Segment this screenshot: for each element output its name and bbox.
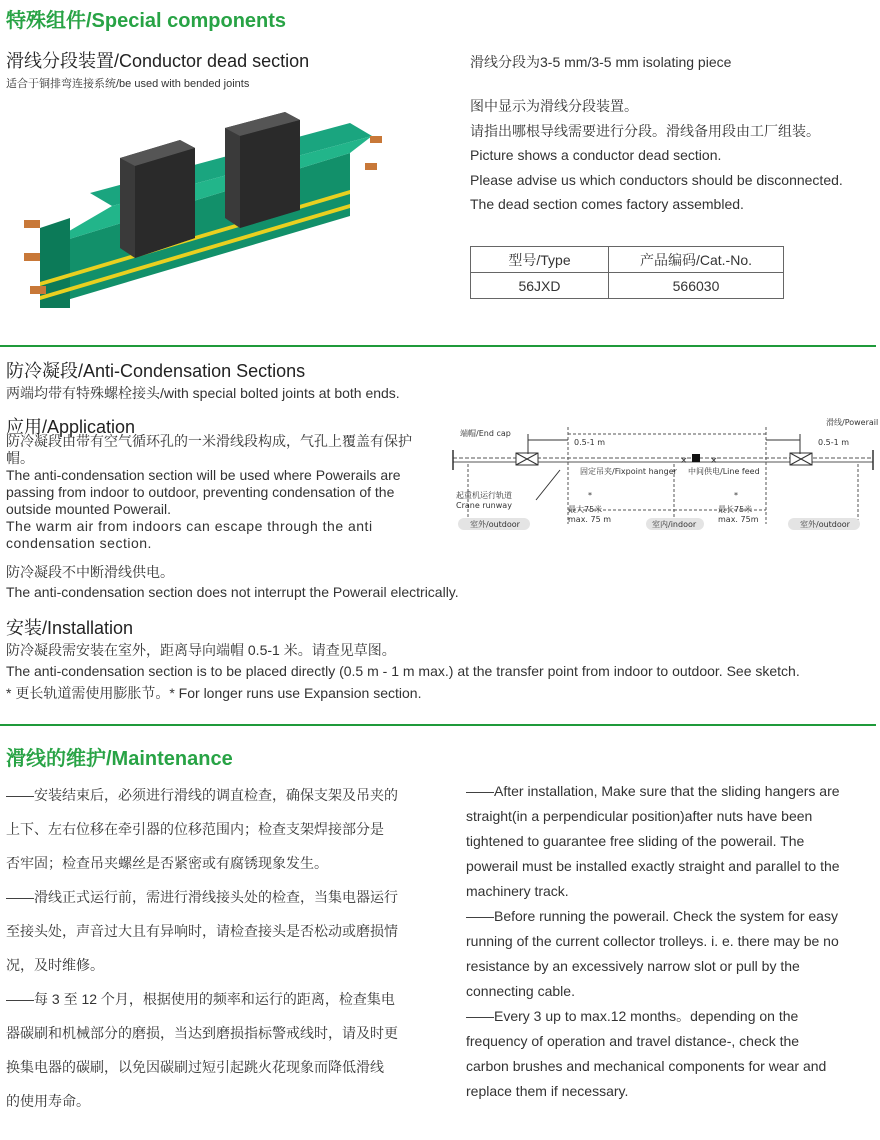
maintenance-cn-line: ——滑线正式运行前，需进行滑线接头处的检查，当集电器运行 bbox=[6, 889, 398, 905]
maintenance-cn-line: 否牢固；检查吊夹螺丝是否紧密或有腐锈现象发生。 bbox=[6, 855, 328, 871]
maintenance-en-text bbox=[466, 779, 878, 1104]
dead-section-heading: 滑线分段装置/Conductor dead section bbox=[6, 51, 310, 71]
maintenance-en-line: straight(in a perpendicular position)after nuts have been bbox=[466, 808, 813, 824]
maintenance-cn-line: 器碳刷和机械部分的磨损，当达到磨损指标警戒线时，请及时更 bbox=[6, 1025, 398, 1041]
label-fixpoint: 固定吊夹/Fixpoint hanger bbox=[580, 467, 677, 476]
maintenance-en-line: replace them if necessary. bbox=[466, 1083, 629, 1099]
maintenance-en-line: frequency of operation and travel distance-, check the bbox=[466, 1033, 800, 1049]
application-p1: 防冷凝段由带有空气循环孔的一米滑线段构成，气孔上覆盖有保护帽。 bbox=[6, 433, 412, 466]
dead-section-description bbox=[470, 94, 870, 217]
label-outdoor-right: 室外/outdoor bbox=[800, 520, 850, 529]
maintenance-en-line: machinery track. bbox=[466, 883, 569, 899]
label-crane-en: Crane runway bbox=[456, 501, 512, 510]
description-line: The dead section comes factory assembled. bbox=[470, 196, 744, 212]
label-line-feed: 中间供电/Line feed bbox=[688, 467, 760, 476]
maintenance-cn-line: 换集电器的碳刷，以免因碳刷过短引起跳火花现象而降低滑线 bbox=[6, 1059, 384, 1075]
application-text bbox=[6, 433, 426, 552]
maintenance-cn-line: 至接头处，声音过大且有异响时，请检查接头是否松动或磨损情 bbox=[6, 923, 398, 939]
label-star-right: * bbox=[734, 491, 738, 500]
installation-p2: The anti-condensation section is to be placed directly (0.5 m - 1 m max.) at the transfer point from indoor to outdoor. See sketch. bbox=[6, 663, 800, 679]
description-line: Please advise us which conductors should be disconnected. bbox=[470, 171, 843, 188]
label-max-right-en: max. 75m bbox=[718, 515, 759, 524]
label-powerail: 滑线/Powerail bbox=[826, 418, 878, 427]
divider bbox=[0, 724, 876, 726]
maintenance-en-line: tightened to guarantee free sliding of the powerail. The bbox=[466, 833, 805, 849]
label-crane-cn: 起重机运行轨道 bbox=[456, 491, 512, 500]
anti-condensation-subheading: 两端均带有特殊螺栓接头/with special bolted joints at both ends. bbox=[6, 385, 400, 401]
maintenance-cn-line: 上下、左右位移在牵引器的位移范围内；检查支架焊接部分是 bbox=[6, 821, 384, 837]
label-indoor: 室内/indoor bbox=[652, 520, 697, 529]
description-line: 图中显示为滑线分段装置。 bbox=[470, 98, 638, 114]
label-end-cap: 端帽/End cap bbox=[460, 429, 511, 438]
conductor-dead-section-image bbox=[20, 98, 385, 313]
installation-p1: 防冷凝段需安装在室外，距离导向端帽 0.5-1 米。请查见草图。 bbox=[6, 642, 396, 658]
line-feed-marker bbox=[692, 454, 700, 462]
installation-heading: 安装/Installation bbox=[6, 618, 134, 638]
maintenance-en-line: ——After installation, Make sure that the sliding hangers are bbox=[466, 783, 840, 799]
maintenance-en-line: ——Before running the powerail. Check the system for easy bbox=[466, 908, 838, 924]
maintenance-en-line: powerail must be installed exactly straight and parallel to the bbox=[466, 858, 840, 874]
label-max-left-cn: 最大75米 bbox=[568, 505, 603, 514]
maintenance-cn-line: ——每 3 至 12 个月，根据使用的频率和运行的距离，检查集电 bbox=[6, 991, 395, 1007]
label-dist-right: 0.5-1 m bbox=[818, 438, 850, 447]
description-line: 请指出哪根导线需要进行分段。滑线备用段由工厂组装。 bbox=[470, 122, 820, 139]
installation-p3: * 更长轨道需使用膨胀节。* For longer runs use Expansion section. bbox=[6, 685, 422, 701]
maintenance-cn-line: 的使用寿命。 bbox=[6, 1093, 90, 1109]
anti-condensation-heading: 防冷凝段/Anti-Condensation Sections bbox=[6, 361, 306, 381]
table-cell-type: 56JXD bbox=[471, 273, 609, 299]
svg-text:×: × bbox=[710, 456, 718, 466]
label-dist-left: 0.5-1 m bbox=[574, 438, 606, 447]
installation-sketch bbox=[448, 412, 878, 542]
application-heading: 应用/Application bbox=[6, 417, 136, 437]
label-star-left: * bbox=[588, 491, 592, 500]
application-p5: The anti-condensation section does not interrupt the Powerail electrically. bbox=[6, 584, 459, 600]
maintenance-en-line: running of the current collector trolleys. i. e. there may be no bbox=[466, 933, 839, 949]
label-max-right-cn: 最长75米 bbox=[718, 505, 753, 514]
description-line: Picture shows a conductor dead section. bbox=[470, 147, 722, 163]
application-p3: The warm air from indoors can escape through the anti condensation section. bbox=[6, 518, 373, 551]
maintenance-cn-line: 况，及时维修。 bbox=[6, 957, 104, 973]
isolating-piece-text: 滑线分段为3-5 mm/3-5 mm isolating piece bbox=[470, 54, 732, 70]
divider bbox=[0, 345, 876, 347]
application-p4: 防冷凝段不中断滑线供电。 bbox=[6, 564, 174, 580]
table-cell-cat: 566030 bbox=[609, 273, 784, 299]
application-p2: The anti-condensation section will be used where Powerails are passing from indoor to outdoor, preventing condensation of the outside mounted Powerail. bbox=[6, 467, 401, 517]
maintenance-en-line: connecting cable. bbox=[466, 983, 575, 999]
table-header-cat: 产品编码/Cat.-No. bbox=[609, 247, 784, 273]
label-outdoor-left: 室外/outdoor bbox=[470, 520, 520, 529]
maintenance-en-line: ——Every 3 up to max.12 months。depending on the bbox=[466, 1008, 799, 1024]
maintenance-en-line: carbon brushes and mechanical components for wear and bbox=[466, 1058, 827, 1074]
section-title-maintenance: 滑线的维护/Maintenance bbox=[6, 748, 233, 770]
maintenance-en-line: resistance by an excessively narrow slot or pull by the bbox=[466, 958, 800, 974]
maintenance-cn-text bbox=[6, 778, 426, 1118]
label-max-left-en: max. 75 m bbox=[568, 515, 612, 524]
type-table bbox=[470, 246, 784, 299]
dead-section-subheading: 适合于铜排弯连接系统/be used with bended joints bbox=[6, 78, 250, 90]
table-header-type: 型号/Type bbox=[471, 247, 609, 273]
svg-text:×: × bbox=[680, 456, 688, 466]
section-title-special: 特殊组件/Special components bbox=[6, 10, 287, 32]
maintenance-cn-line: ——安装结束后，必须进行滑线的调直检查，确保支架及吊夹的 bbox=[6, 787, 398, 803]
